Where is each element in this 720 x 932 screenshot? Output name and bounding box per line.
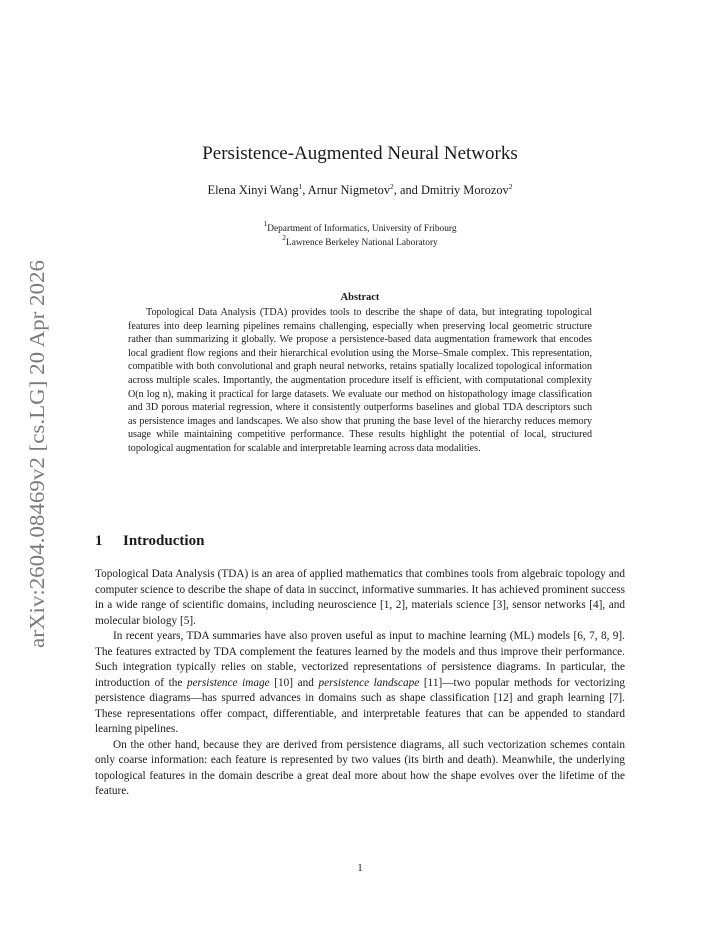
affiliation (0, 233, 720, 248)
paragraph-text: [10] and (269, 676, 319, 689)
intro-paragraph (95, 629, 625, 738)
section-heading (95, 533, 204, 550)
author-list (0, 182, 720, 198)
emphasized-term: persistence image (186, 676, 270, 689)
author-affiliation-mark: 2 (508, 182, 513, 191)
author-name: Arnur Nigmetov (307, 183, 391, 197)
emphasized-term: persistence landscape (318, 676, 420, 689)
affiliation-mark: 2 (282, 233, 286, 242)
affiliation-text: Department of Informatics, University of Fribourg (267, 224, 457, 234)
intro-paragraph: On the other hand, because they are derived from persistence diagrams, all such vectorization schemes contain only coarse information: each feature is represented by two values (its birth and death). Meanwhile, the underlying topological features in the domain describe a great deal more about how the shape evolves over the lifetime of the feature. (95, 738, 625, 797)
paragraph-text: [11]—two popular methods for vectorizing persistence diagrams—has spurred advances in domains such as shape classification [12] and graph learning [7]. These representations offer compact, differentiable, and interpretable features that can be appended to standard learning pipelines. (95, 676, 626, 735)
author-affiliation-mark: 1 (298, 182, 303, 191)
paper-title: Persistence-Augmented Neural Networks (202, 143, 518, 164)
author-affiliation-mark: 2 (390, 182, 394, 191)
abstract-heading: Abstract (340, 292, 380, 303)
arxiv-identifier-stamp (22, 258, 52, 648)
page-number: 1 (357, 862, 363, 874)
author-separator: , (302, 183, 308, 197)
affiliation (0, 219, 720, 234)
paragraph-text: In recent years, TDA summaries have also proven useful as input to machine learning (ML) models [6, 7, 8, 9]. The features extracted by TDA complement the features learned by the models and thus improve their performance. Such integration typically relies on stable, vectorized representations of persistence diagrams. In particular, the introduction of the (95, 630, 625, 689)
author-name: Elena Xinyi Wang (207, 183, 299, 197)
author-name: Dmitriy Morozov (420, 183, 509, 197)
section-number: 1 (95, 533, 103, 549)
author-separator: , and (393, 183, 421, 197)
affiliation-text: Lawrence Berkeley National Laboratory (286, 238, 438, 248)
abstract-text: Topological Data Analysis (TDA) provides tools to describe the shape of data, but integrating topological features into deep learning pipelines remains challenging, especially when preserving local geometric structure rather than summarizing it globally. We propose a persistence-based data augmentation framework that encodes local gradient flow regions and their hierarchical evolution using the Morse–Smale complex. This representation, compatible with both convolutional and graph neural networks, retains spatially localized topological information across multiple scales. Importantly, the augmentation procedure itself is efficient, with computational complexity O(n log n), making it practical for large datasets. We evaluate our method on histopathology image classification and 3D porous material regression, where it consistently outperforms baselines and global TDA descriptors such as persistence images and landscapes. We also show that pruning the base level of the hierarchy reduces memory usage while maintaining competitive performance. These results highlight the potential of local, structured topological augmentation for scalable and interpretable learning across data modalities. (128, 307, 592, 454)
intro-paragraph: Topological Data Analysis (TDA) is an area of applied mathematics that combines tools from algebraic topology and computer science to describe the shape of data in succinct, informative summaries. It has achieved prominent success in a wide range of scientific domains, including neuroscience [1, 2], materials science [3], sensor networks [4], and molecular biology [5]. (95, 568, 625, 627)
section-title: Introduction (123, 533, 205, 549)
arxiv-stamp-graphic (22, 258, 52, 648)
affiliation-mark: 1 (263, 219, 268, 228)
arxiv-stamp-text: arXiv:2604.08469v2 [cs.LG] 20 Apr 2026 (25, 293, 49, 648)
introduction-body (95, 567, 625, 800)
